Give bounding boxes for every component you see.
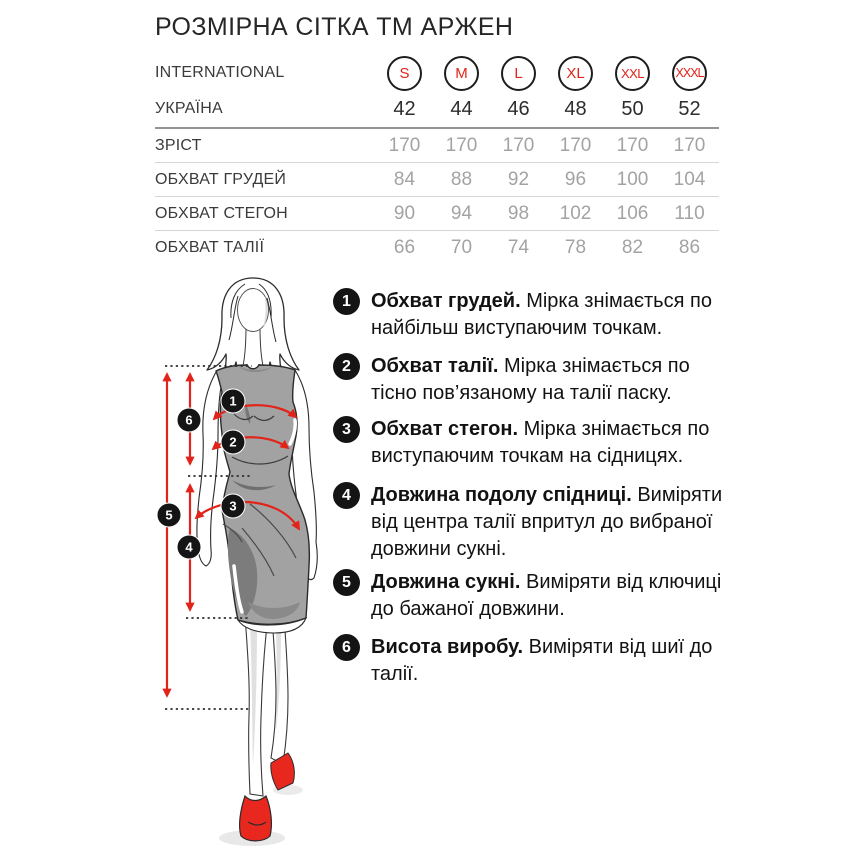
figure-marker-3: 3 <box>229 498 237 514</box>
cell-value: 96 <box>564 168 587 190</box>
legend-marker-2: 2 <box>333 353 360 380</box>
legend-text-2: Обхват талії. Мірка знімається по тісно пов’язаному на талії паску. <box>371 355 690 404</box>
cell-value: 50 <box>621 97 644 120</box>
cell-value: 94 <box>450 202 473 224</box>
legend-marker-4: 4 <box>333 482 360 509</box>
cell-value: 102 <box>559 202 592 224</box>
cell-value: 106 <box>616 202 649 224</box>
legend-text-1: Обхват грудей. Мірка знімається по найбільш виступаючим точкам. <box>371 290 712 339</box>
fashion-sketch-svg <box>150 266 350 850</box>
cell-value: 82 <box>621 236 644 258</box>
size-badge-s: S <box>387 56 422 91</box>
cell-value: 170 <box>445 134 478 156</box>
cell-value: 44 <box>450 97 473 120</box>
size-badge-xxxl: XXXL <box>672 56 707 91</box>
cell-value: 66 <box>393 236 416 258</box>
legend-text-6: Висота виробу. Виміряти від шиї до талії. <box>371 636 713 685</box>
cell-value: 170 <box>388 134 421 156</box>
table-row-ukraine <box>155 91 719 127</box>
cell-value: 70 <box>450 236 473 258</box>
figure-marker-2: 2 <box>229 434 237 450</box>
table-row-waist <box>155 231 719 264</box>
cell-value: 170 <box>673 134 706 156</box>
cell-value: 78 <box>564 236 587 258</box>
cell-value: 110 <box>674 202 705 224</box>
cell-value: 104 <box>673 168 706 190</box>
table-row-bust <box>155 163 719 196</box>
figure-marker-5: 5 <box>165 507 173 523</box>
figure-marker-6: 6 <box>185 412 193 428</box>
legend-text-3: Обхват стегон. Мірка знімається по виступаючим точкам на сідницях. <box>371 418 710 467</box>
cell-value: 98 <box>507 202 530 224</box>
row-label-international: INTERNATIONAL <box>155 64 285 81</box>
cell-value: 84 <box>393 168 416 190</box>
cell-value: 170 <box>616 134 649 156</box>
size-table <box>155 55 719 264</box>
measurement-figure <box>150 266 350 850</box>
figure-marker-4: 4 <box>185 539 193 555</box>
size-badge-xl: XL <box>558 56 593 91</box>
row-label-ukraine: УКРАЇНА <box>155 100 223 117</box>
cell-value: 48 <box>564 97 587 120</box>
cell-value: 42 <box>393 97 416 120</box>
cell-value: 92 <box>507 168 530 190</box>
size-badge-m: M <box>444 56 479 91</box>
legend-text-5: Довжина сукні. Виміряти від ключиці до бажаної довжини. <box>371 571 722 620</box>
cell-value: 74 <box>507 236 530 258</box>
legend-marker-1: 1 <box>333 288 360 315</box>
size-badge-xxl: XXL <box>615 56 650 91</box>
figure-marker-1: 1 <box>229 393 237 409</box>
size-badge-l: L <box>501 56 536 91</box>
table-row-hips <box>155 197 719 230</box>
cell-value: 170 <box>559 134 592 156</box>
cell-value: 52 <box>678 97 701 120</box>
row-label-height: ЗРІСТ <box>155 136 202 154</box>
row-label-bust: ОБХВАТ ГРУДЕЙ <box>155 170 287 188</box>
cell-value: 46 <box>507 97 530 120</box>
row-label-hips: ОБХВАТ СТЕГОН <box>155 204 288 222</box>
legend-marker-5: 5 <box>333 569 360 596</box>
cell-value: 88 <box>450 168 473 190</box>
left-arm <box>197 372 223 566</box>
table-row-height <box>155 129 719 162</box>
legend-marker-3: 3 <box>333 416 360 443</box>
cell-value: 100 <box>616 168 649 190</box>
legend-marker-6: 6 <box>333 634 360 661</box>
legend-text-4: Довжина подолу спідниці. Виміряти від центра талії впритул до вибраної довжини сукні. <box>371 484 723 560</box>
table-row-international <box>155 55 719 91</box>
cell-value: 86 <box>678 236 701 258</box>
page-title: РОЗМІРНА СІТКА ТМ АРЖЕН <box>155 13 514 41</box>
cell-value: 90 <box>393 202 416 224</box>
row-label-waist: ОБХВАТ ТАЛІЇ <box>155 238 265 256</box>
front-shoe <box>240 796 272 841</box>
cell-value: 170 <box>502 134 535 156</box>
